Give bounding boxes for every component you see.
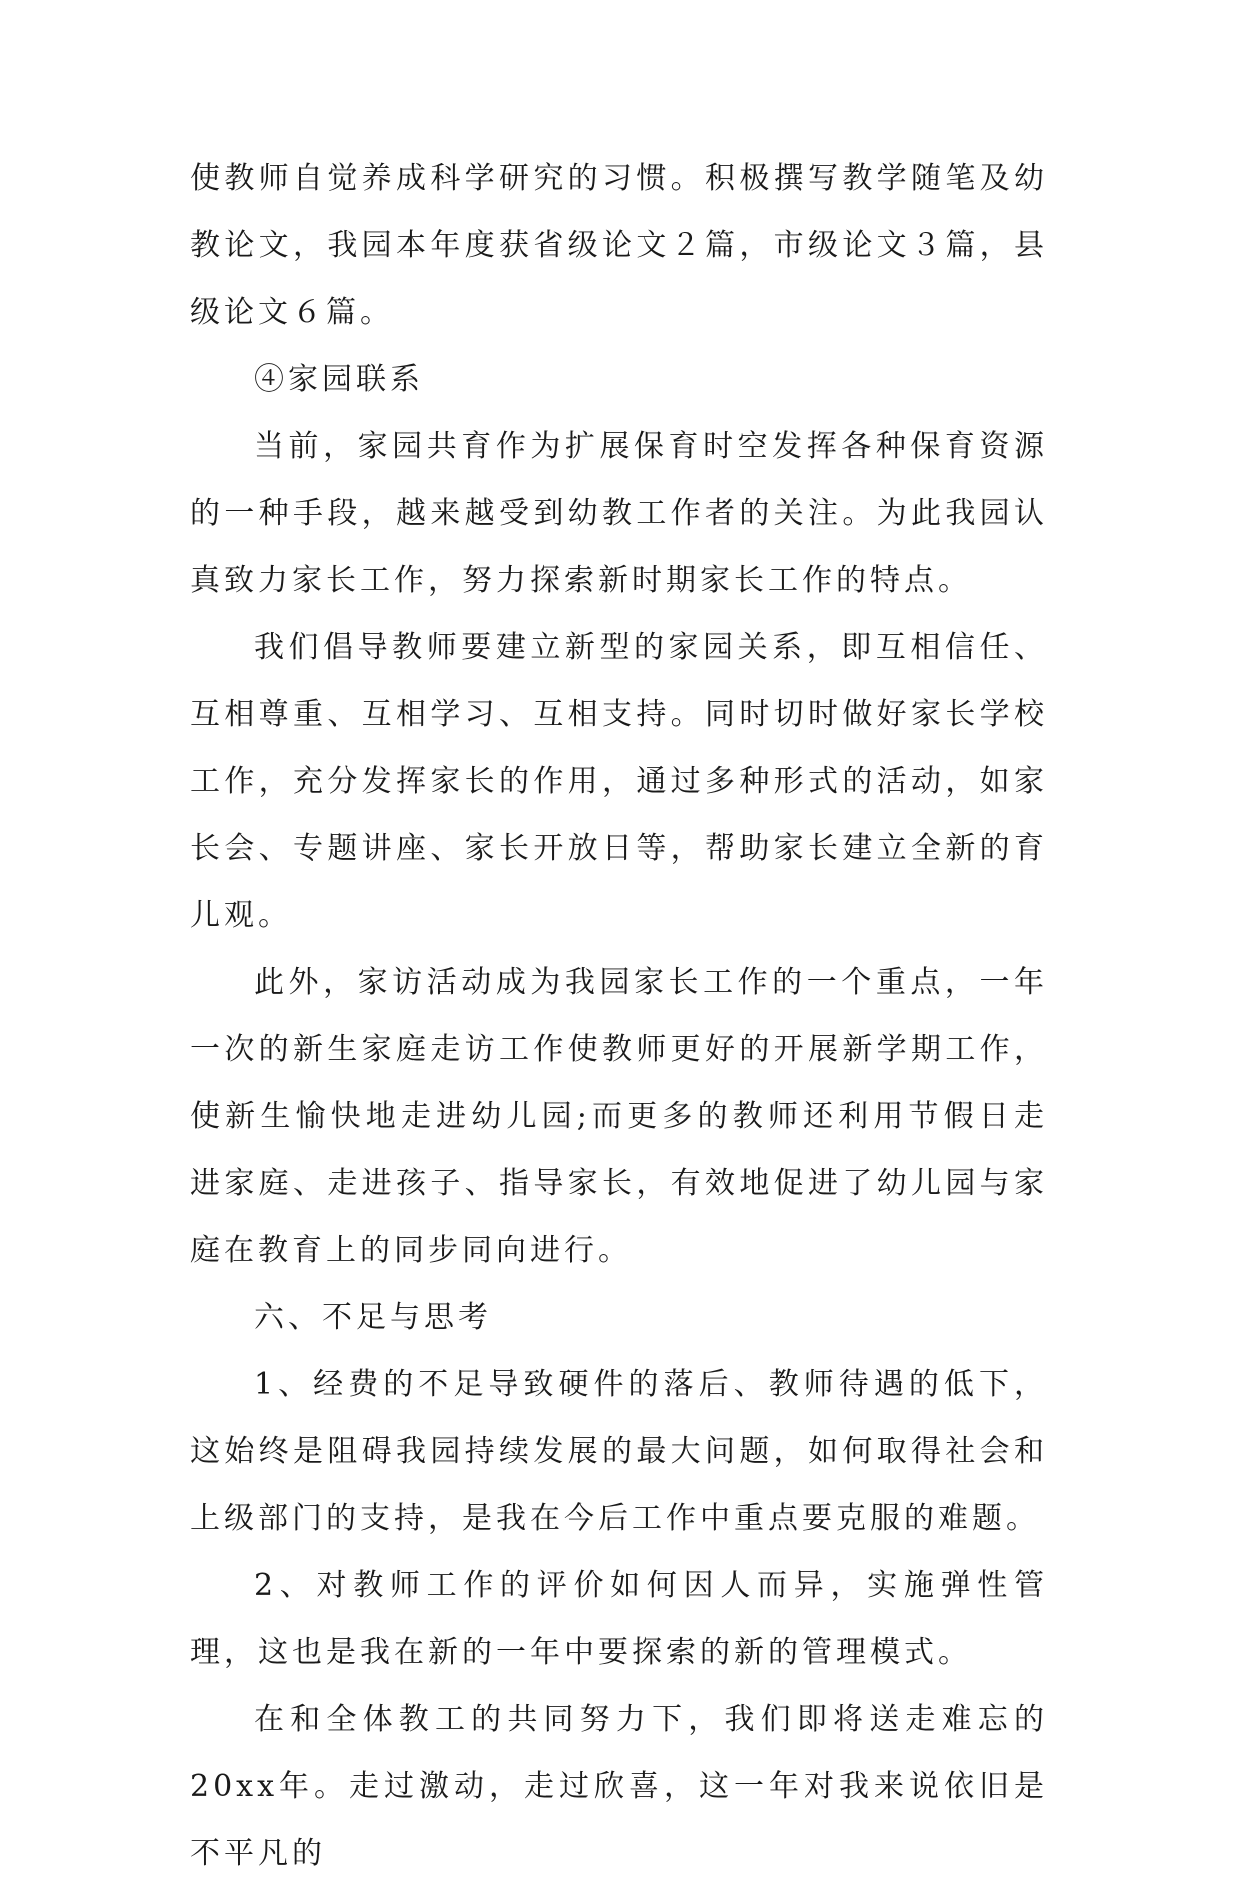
paragraph-teacher-evaluation: 2、对教师工作的评价如何因人而异，实施弹性管理，这也是我在新的一年中要探索的新的管理模式。 — [190, 1568, 1048, 1670]
paragraph-home-visits: 此外，家访活动成为我园家长工作的一个重点，一年一次的新生家庭走访工作使教师更好的开展新学期工作，使新生愉快地走进幼儿园;而更多的教师还利用节假日走进家庭、走进孩子、指导家长，有效地促进了幼儿园与家庭在教育上的同步同向进行。 — [190, 965, 1048, 1268]
section-heading-shortcomings: 六、不足与思考 — [254, 1300, 492, 1335]
paragraph-research-habits: 使教师自觉养成科学研究的习惯。积极撰写教学随笔及幼教论文，我园本年度获省级论文２篇，市级论文３篇，县级论文６篇。 — [190, 161, 1048, 330]
section-heading-home-school-contact: ④家园联系 — [254, 362, 424, 397]
paragraph-home-school-coeducation: 当前，家园共育作为扩展保育时空发挥各种保育资源的一种手段，越来越受到幼教工作者的关注。为此我园认真致力家长工作，努力探索新时期家长工作的特点。 — [190, 429, 1048, 598]
paragraph-funding-shortage: 1、经费的不足导致硬件的落后、教师待遇的低下，这始终是阻碍我园持续发展的最大问题，如何取得社会和上级部门的支持，是我在今后工作中重点要克服的难题。 — [190, 1367, 1048, 1536]
document-page — [190, 145, 1048, 1887]
paragraph-new-home-school-relations: 我们倡导教师要建立新型的家园关系，即互相信任、互相尊重、互相学习、互相支持。同时切时做好家长学校工作，充分发挥家长的作用，通过多种形式的活动，如家长会、专题讲座、家长开放日等，帮助家长建立全新的育儿观。 — [190, 630, 1048, 933]
paragraph-closing: 在和全体教工的共同努力下，我们即将送走难忘的20xx年。走过激动，走过欣喜，这一年对我来说依旧是不平凡的 — [190, 1702, 1048, 1871]
